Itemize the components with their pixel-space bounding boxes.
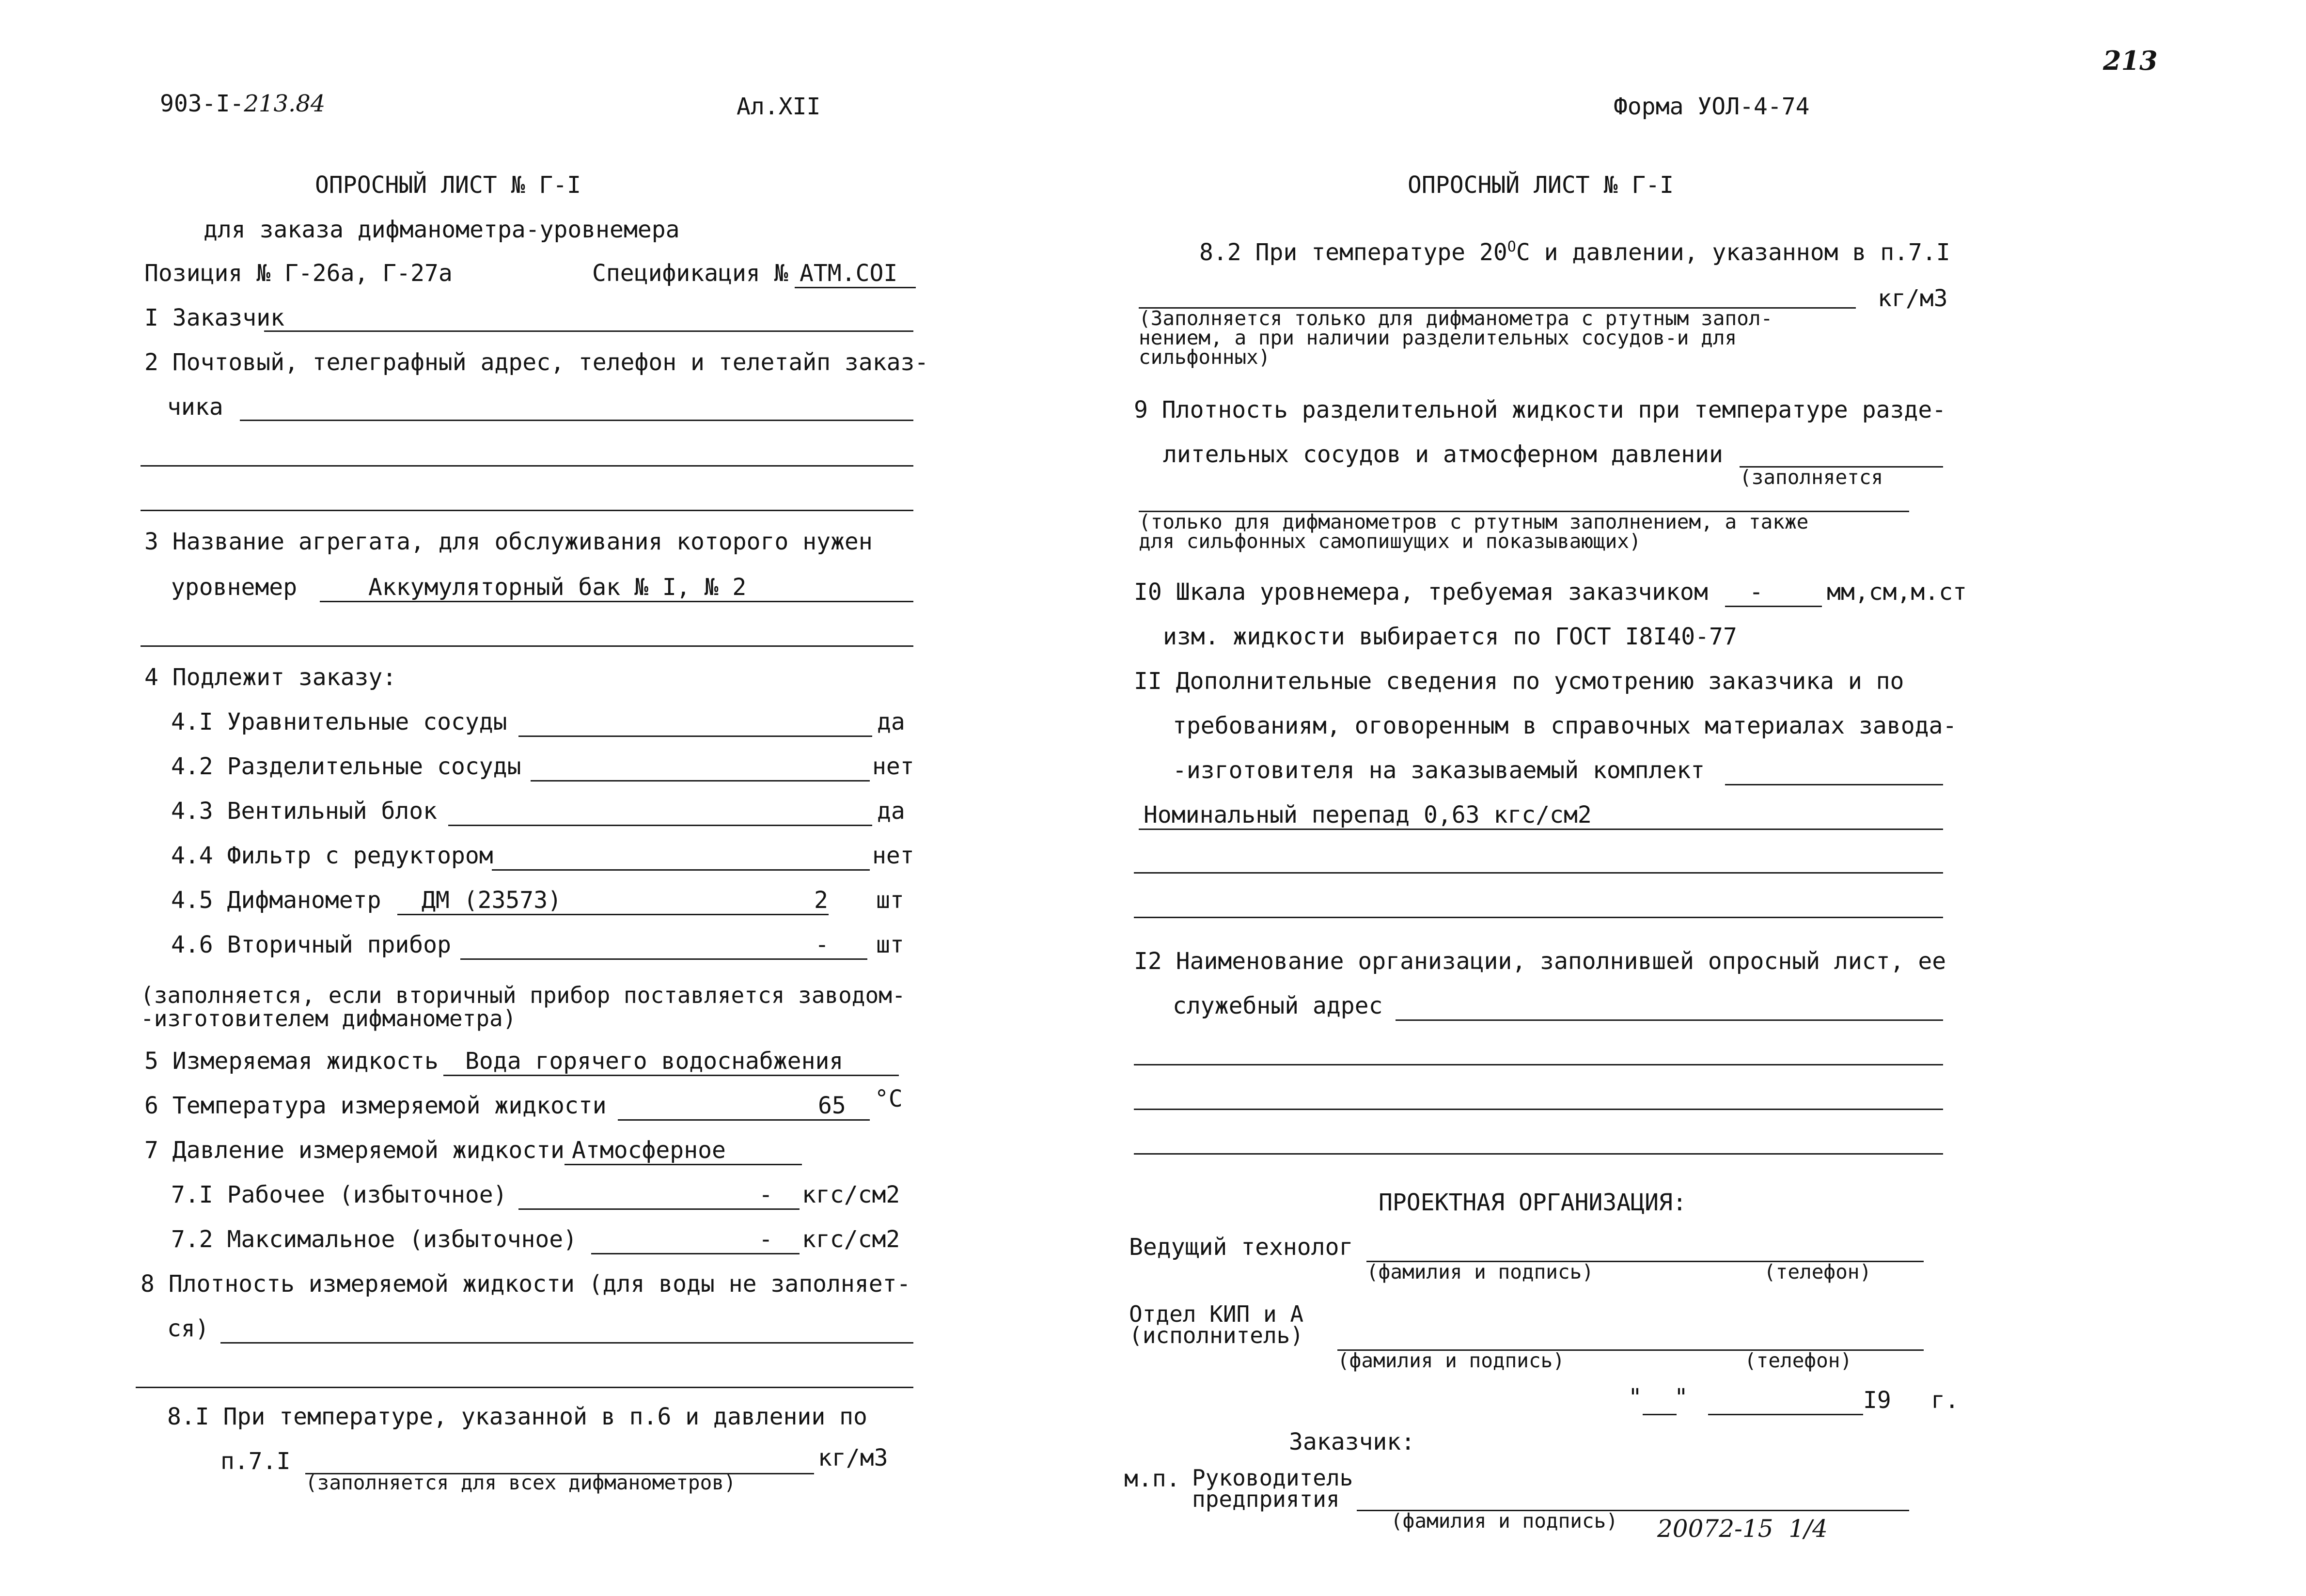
- item-4-5-label: 4.5 Дифманометр: [171, 887, 381, 914]
- doc-number: [160, 92, 325, 115]
- item-4-3-value: да: [877, 798, 905, 825]
- q10-line2: изм. жидкости выбирается по ГОСТ I8I40-77: [1163, 623, 1737, 650]
- q6-label: 6 Температура измеряемой жидкости: [144, 1092, 607, 1119]
- q2-line2: чика: [167, 393, 223, 421]
- spec-label: Спецификация №: [592, 260, 788, 287]
- q10-line: [1725, 606, 1822, 607]
- q8-2-text-rest: С и давлении, указанном в п.7.I: [1516, 239, 1950, 266]
- q12-line-a: [1396, 1019, 1943, 1021]
- date-quote-close: ": [1674, 1384, 1688, 1411]
- q2-line1: 2 Почтовый, телеграфный адрес, телефон и телетайп заказ-: [144, 349, 929, 376]
- item-4-3-label: 4.3 Вентильный блок: [171, 798, 438, 825]
- q1-label: I Заказчик: [144, 304, 284, 331]
- q8-2-line1: [1199, 240, 1950, 264]
- q8-line-b: [136, 1387, 913, 1388]
- q5-line: [443, 1075, 899, 1076]
- q8-1-unit: кг/м3: [818, 1444, 888, 1471]
- q9-line2: лительных сосудов и атмосферном давлении: [1163, 441, 1723, 468]
- q7-2-unit: кгс/см2: [802, 1226, 900, 1253]
- stamp-place: м.п.: [1124, 1465, 1180, 1492]
- q12-line2: служебный адрес: [1173, 992, 1383, 1019]
- sheet-number: Ал.XII: [737, 93, 821, 120]
- q5-label: 5 Измеряемая жидкость: [144, 1048, 439, 1075]
- q8-1-note: (заполняется для всех дифманометров): [305, 1471, 736, 1494]
- kip-phone: (телефон): [1744, 1349, 1852, 1372]
- enterprise-head: Руководитель предприятия: [1192, 1465, 1353, 1512]
- q10-value: -: [1749, 579, 1763, 606]
- q4-label: 4 Подлежит заказу:: [144, 664, 397, 691]
- q2-line-c: [141, 510, 913, 511]
- item-4-2-line: [531, 780, 870, 782]
- q5-value: Вода горячего водоснабжения: [465, 1048, 844, 1075]
- lead-technologist: Ведущий технолог: [1129, 1234, 1353, 1261]
- doc-prefix: 903-I-: [160, 90, 244, 117]
- item-4-5-unit: шт: [876, 887, 904, 914]
- q8-1-line2: п.7.I: [220, 1448, 291, 1475]
- item-4-4-value: нет: [872, 842, 914, 869]
- q3-value: Аккумуляторный бак № I, № 2: [368, 574, 747, 601]
- date-quote-open: ": [1628, 1384, 1642, 1411]
- right-title: ОПРОСНЫЙ ЛИСТ № Г-I: [1408, 172, 1674, 199]
- spec-value: АТМ.COI: [800, 260, 898, 287]
- position-label: Позиция № Г-26а, Г-27а: [144, 260, 453, 287]
- note-secondary: (заполняется, если вторичный прибор поставляется заводом- -изготовителем дифманометра): [141, 982, 906, 1032]
- q7-value: Атмосферное: [572, 1137, 726, 1164]
- lead-tech-sign: (фамилия и подпись): [1366, 1260, 1594, 1283]
- q9-line1: 9 Плотность разделительной жидкости при температуре разде-: [1134, 396, 1946, 423]
- q7-label: 7 Давление измеряемой жидкости: [144, 1137, 565, 1164]
- item-4-6-label: 4.6 Вторичный прибор: [171, 931, 451, 958]
- q12-line-b: [1134, 1064, 1943, 1065]
- q2-line-a: [240, 420, 913, 421]
- q3-line2: уровнемер: [171, 574, 298, 601]
- q11-line3: -изготовителя на заказываемый комплект: [1173, 757, 1705, 784]
- q8-line1: 8 Плотность измеряемой жидкости (для воды не заполняет-: [141, 1270, 911, 1298]
- q11-value: Номинальный перепад 0,63 кгс/см2: [1144, 801, 1592, 829]
- q1-line: [264, 330, 913, 332]
- q7-1-label: 7.I Рабочее (избыточное): [171, 1181, 507, 1208]
- q6-value: 65: [818, 1092, 846, 1119]
- q11-line1: II Дополнительные сведения по усмотрению заказчика и по: [1134, 668, 1904, 695]
- q6-unit: °C: [875, 1085, 903, 1112]
- footer-handwritten: 20072-15 1/4: [1657, 1515, 1828, 1543]
- item-4-4-line: [492, 869, 870, 871]
- item-4-1-line: [518, 735, 872, 737]
- item-4-4-label: 4.4 Фильтр с редуктором: [171, 842, 493, 869]
- q7-2-value: -: [759, 1226, 773, 1253]
- q10-units: мм,см,м.ст: [1827, 579, 1967, 606]
- q9-note-a: (заполняется: [1740, 466, 1883, 489]
- item-4-5-model: ДМ (23573): [422, 887, 562, 914]
- q11-line-b: [1139, 829, 1943, 830]
- head-sign: (фамилия и подпись): [1391, 1509, 1618, 1533]
- item-4-3-line: [448, 825, 872, 826]
- q8-1-line1: 8.I При температуре, указанной в п.6 и давлении по: [167, 1403, 867, 1430]
- q3-line-b: [141, 645, 913, 647]
- q8-2-note: (Заполняется только для дифманометра с ртутным запол- нением, а при наличии разделительных сосудов-и для сильфонных): [1139, 307, 1773, 369]
- item-4-6-unit: шт: [876, 931, 904, 958]
- q3-line1: 3 Название агрегата, для обслуживания которого нужен: [144, 528, 873, 555]
- q7-line: [565, 1164, 802, 1165]
- q7-1-line: [518, 1208, 800, 1210]
- page-number: 213: [2103, 45, 2158, 76]
- q7-2-line: [591, 1253, 800, 1254]
- item-4-2-label: 4.2 Разделительные сосуды: [171, 753, 521, 780]
- q8-2-unit: кг/м3: [1878, 285, 1948, 312]
- lead-tech-phone: (телефон): [1764, 1260, 1872, 1283]
- form-code: Форма УОЛ-4-74: [1614, 93, 1810, 120]
- q11-line2: требованиям, оговоренным в справочных материалах завода-: [1173, 712, 1957, 739]
- date-day-line: [1643, 1414, 1677, 1415]
- item-4-5-qty: 2: [814, 887, 828, 914]
- q11-line-a: [1725, 784, 1943, 785]
- q11-line-c: [1134, 872, 1943, 874]
- q6-line: [618, 1119, 870, 1121]
- q8-2-text: 8.2 При температуре 20: [1199, 239, 1507, 266]
- q2-line-b: [141, 465, 913, 467]
- item-4-5-line: [397, 914, 829, 915]
- date-year: I9: [1863, 1387, 1891, 1414]
- q7-1-value: -: [759, 1181, 773, 1208]
- item-4-1-label: 4.I Уравнительные сосуды: [171, 708, 507, 735]
- item-4-6-line: [460, 958, 867, 960]
- q8-line-a: [220, 1342, 913, 1344]
- q12-line-d: [1134, 1153, 1943, 1155]
- q10-label: I0 Шкала уровнемера, требуемая заказчиком: [1134, 579, 1708, 606]
- item-4-1-value: да: [877, 708, 905, 735]
- q12-line1: I2 Наименование организации, заполнившей опросный лист, ее: [1134, 948, 1946, 975]
- q7-2-label: 7.2 Максимальное (избыточное): [171, 1226, 578, 1253]
- q8-2-degree: О: [1507, 238, 1516, 255]
- left-title: ОПРОСНЫЙ ЛИСТ № Г-I: [315, 172, 581, 199]
- q3-line-a: [320, 601, 913, 602]
- design-org-heading: ПРОЕКТНАЯ ОРГАНИЗАЦИЯ:: [1379, 1189, 1687, 1216]
- q7-1-unit: кгс/см2: [802, 1181, 900, 1208]
- date-year-g: г.: [1931, 1387, 1959, 1414]
- item-4-2-value: нет: [872, 753, 914, 780]
- q12-line-c: [1134, 1109, 1943, 1110]
- q11-line-d: [1134, 917, 1943, 918]
- left-subtitle: для заказа дифманометра-уровнемера: [204, 216, 680, 243]
- kip-department: Отдел КИП и А (исполнитель): [1129, 1301, 1304, 1348]
- date-month-line: [1708, 1414, 1863, 1415]
- q9-note-b: (только для дифманометров с ртутным заполнением, а также для сильфонных самопишущих и показывающих): [1139, 510, 1809, 553]
- doc-handwritten: 213.84: [244, 90, 326, 117]
- customer-heading: Заказчик:: [1289, 1428, 1415, 1455]
- q8-line2: ся): [167, 1315, 209, 1342]
- item-4-6-qty: -: [815, 931, 829, 958]
- kip-sign: (фамилия и подпись): [1337, 1349, 1565, 1372]
- spec-line: [795, 287, 916, 288]
